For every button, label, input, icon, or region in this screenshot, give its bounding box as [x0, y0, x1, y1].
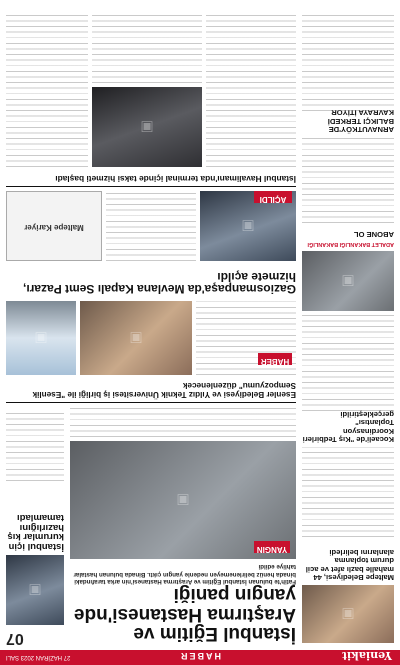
- page-number: 07: [6, 630, 24, 647]
- section-rule-2: [6, 186, 296, 187]
- left-story-4-title: ARNAVUTKÖY'DE BALIKÇI TERKEDİ KAVRAYA İTİYOR: [327, 108, 394, 134]
- photo-icon: ▣: [129, 330, 143, 346]
- left-story-3-title: ABONE OL: [353, 230, 394, 239]
- mevlana-body: [106, 191, 196, 261]
- left-column: [302, 13, 394, 643]
- yildiz-photo: [80, 301, 192, 375]
- ad-text: Maltepe Kariyer: [24, 223, 84, 232]
- lead-headline: İstanbul Eğitim ve Araştırma Hastanesi'nde yangın paniği: [73, 584, 296, 644]
- terminal-body-1: [206, 13, 296, 167]
- yildiz-headline: Esenler Belediyesi ve Yıldız Teknik Üniversitesi iş birliği ile "Esenlik Sempozyumu" düzenlenecek: [32, 380, 296, 399]
- paper-name: Yeniakit: [341, 649, 392, 662]
- left-story-4-body: [302, 15, 394, 111]
- terminal-body-2: [92, 13, 202, 83]
- news-tag: HABER: [258, 353, 292, 365]
- ad-box: [6, 191, 102, 261]
- section-label: HABER: [179, 651, 222, 661]
- side-headline: İstanbul için kurumlar kış hazırlığını tamamladı: [7, 511, 64, 552]
- photo-icon: ▣: [140, 119, 154, 135]
- left-story-1-title: Maltepe Belediyesi, 44 mahalle bazlı afet ve acil durum toplanma alanlarını belirledi: [305, 547, 394, 582]
- lead-deck: Fatih'te bulunan İstanbul Eğitim ve Araştırma Hastanesi'nin arka tarafındaki binada henüz belirlenemeyen nedenle yangın çıktı. Binada bulunan hastalar tahliye edildi: [73, 563, 296, 585]
- left-story-3-kicker: ADALET BAKANLIĞI BAKANLIĞI: [307, 241, 394, 247]
- photo-icon: ▣: [34, 330, 48, 346]
- side-body: [6, 409, 64, 481]
- section-rule: [6, 402, 296, 403]
- masthead-bar: [0, 650, 400, 665]
- left-story-2-title: Kocaeli'de "Kış Tedbirleri Koordinasyon Toplantısı" gerçekleştirildi: [302, 409, 394, 444]
- open-tag: AÇILDI: [254, 191, 292, 203]
- photo-icon: ▣: [28, 582, 42, 598]
- photo-icon: ▣: [241, 218, 255, 234]
- left-photo-2: [302, 251, 394, 311]
- left-photo-1: [302, 585, 394, 643]
- issue-date: 27 HAZİRAN 2023 SALI: [6, 654, 71, 660]
- photo-icon: ▣: [176, 492, 190, 508]
- left-story-1-body: [302, 447, 394, 537]
- terminal-headline: İstanbul Havalimanı'nda terminal içinde taksi hizmeti başladı: [55, 174, 296, 184]
- side-photo: [6, 555, 64, 625]
- lead-body: [70, 407, 296, 437]
- mevlana-headline: Gaziosmanpaşa'da Mevlana Kapalı Semt Pazarı, hizmete açıldı: [23, 269, 296, 296]
- left-story-3-body: [302, 137, 394, 223]
- terminal-body-3: [6, 13, 88, 167]
- terminal-photo: [92, 87, 202, 167]
- fire-tag: YANGIN: [254, 541, 290, 553]
- yildiz-photo-2: [6, 301, 76, 375]
- photo-icon: ▣: [341, 273, 355, 289]
- left-story-2-body: [302, 315, 394, 411]
- photo-icon: ▣: [341, 606, 355, 622]
